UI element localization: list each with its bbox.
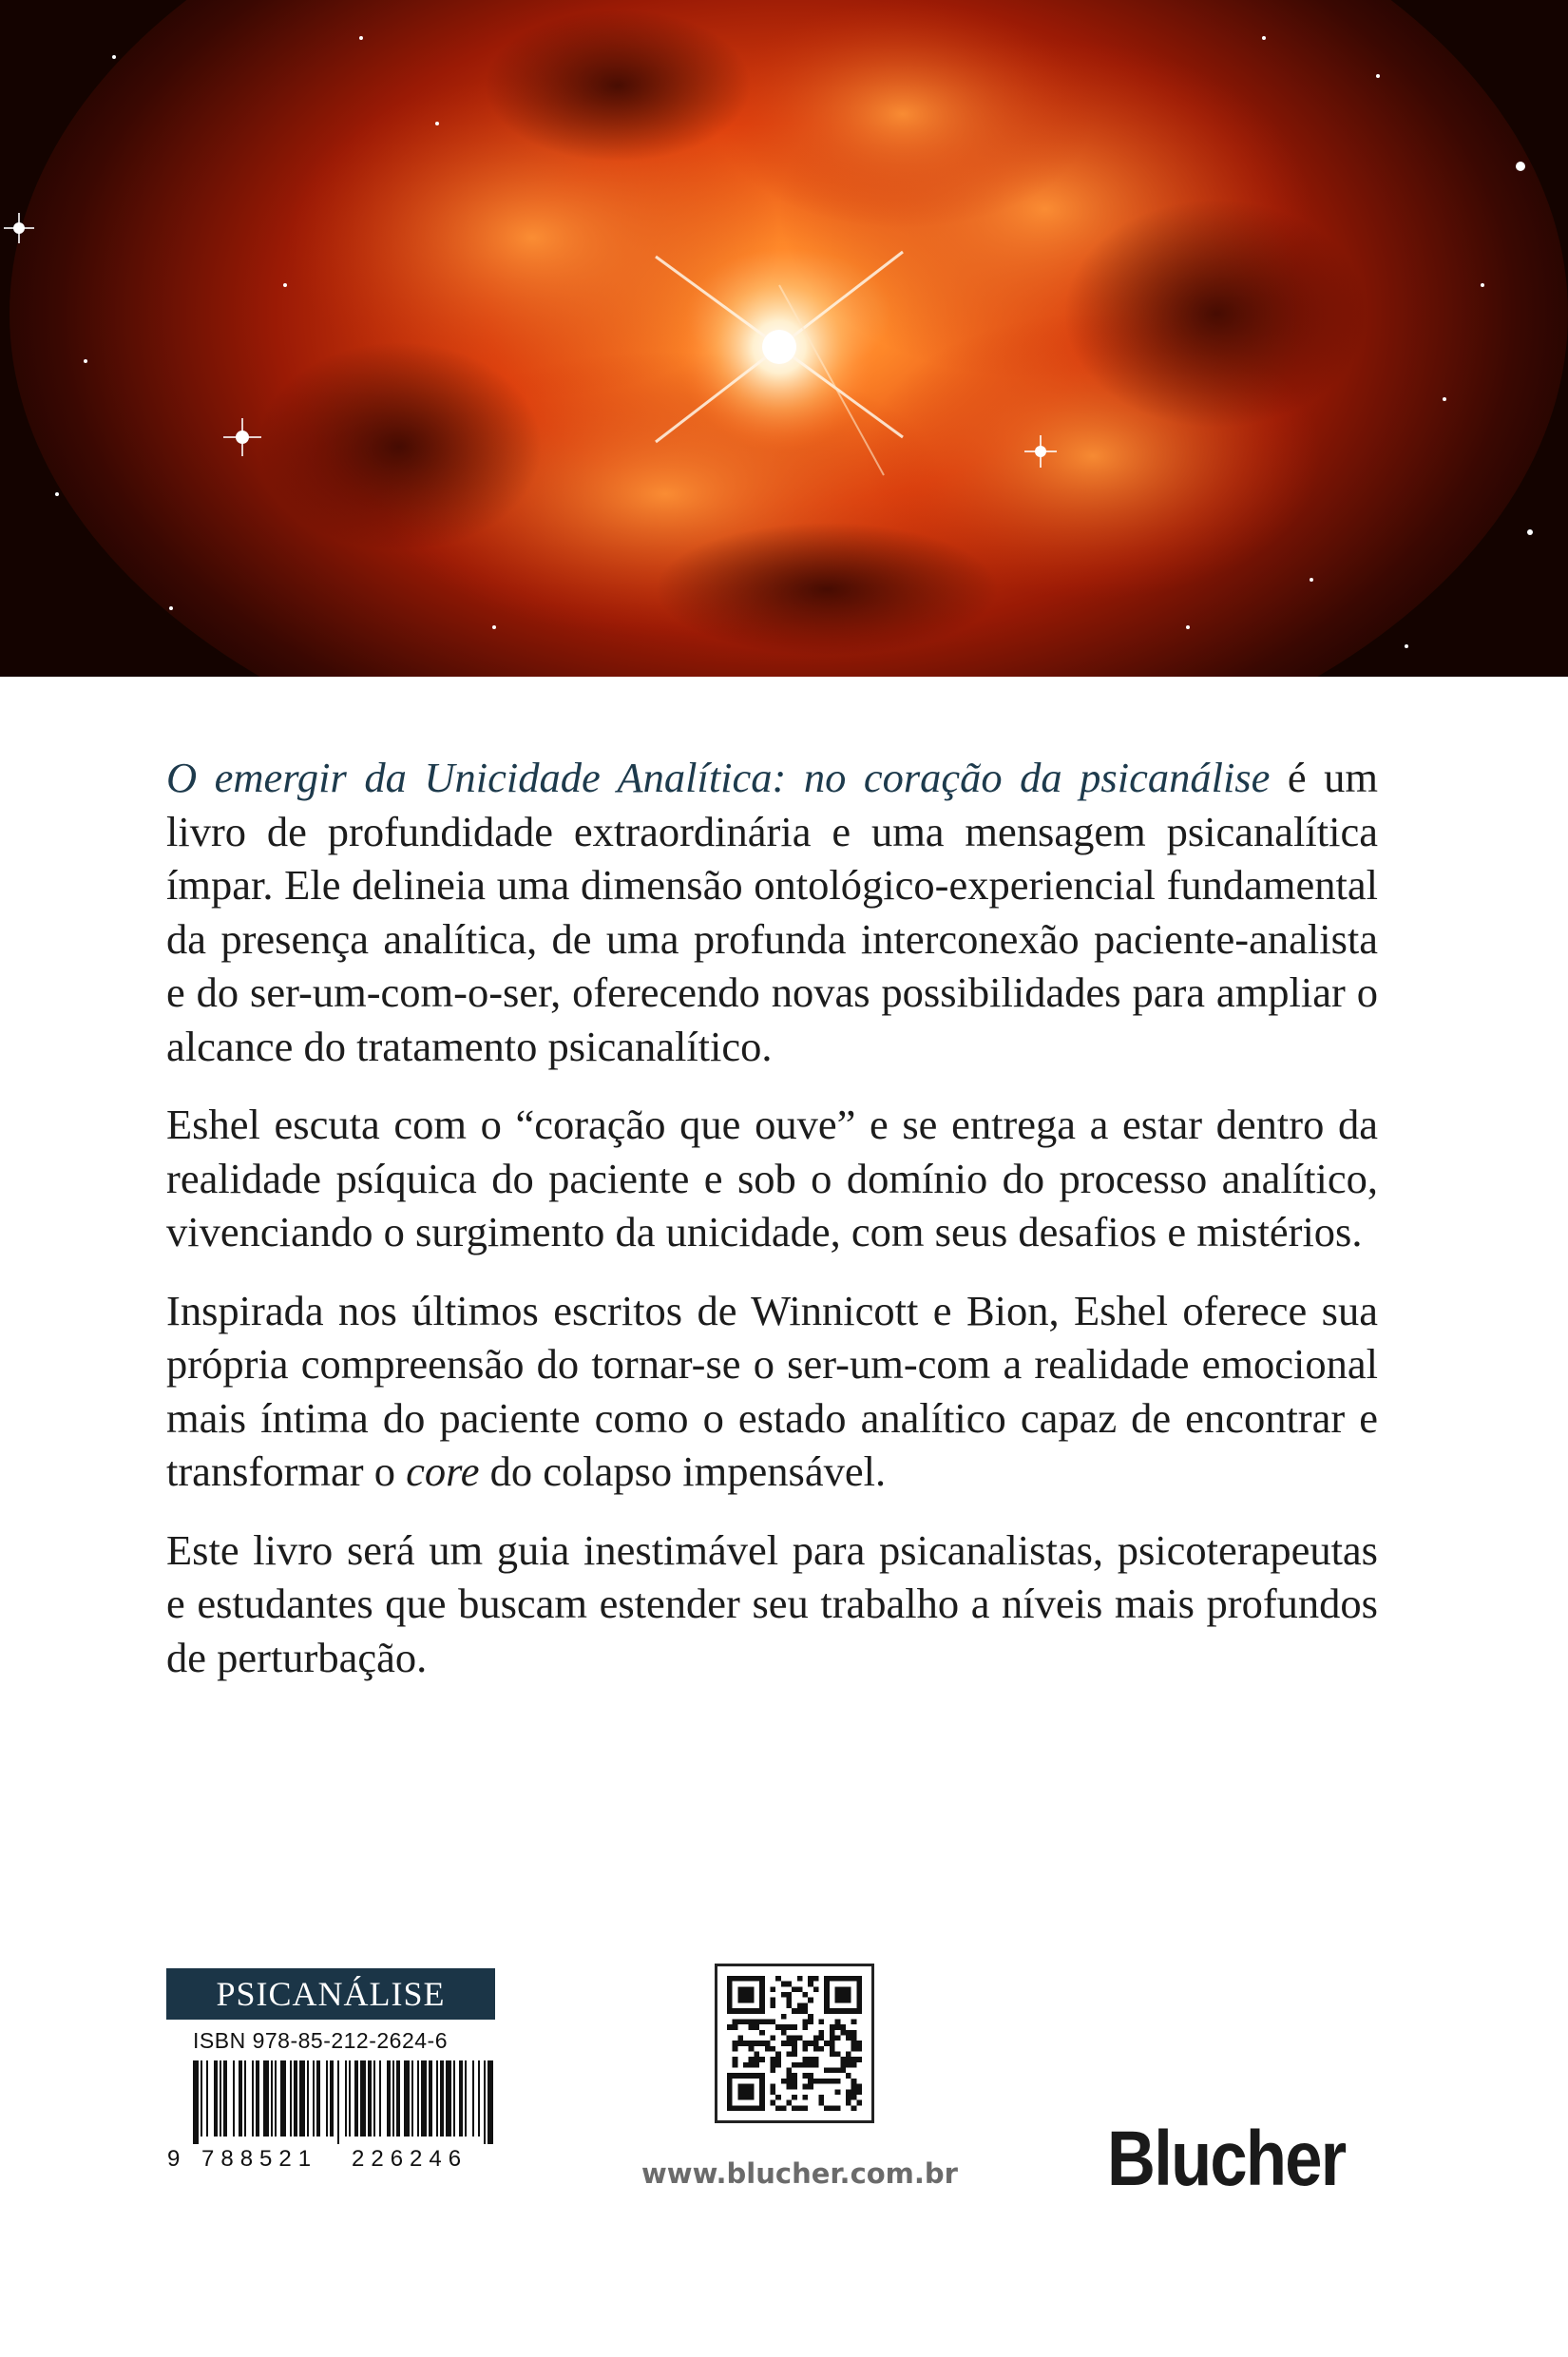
back-cover-blurb (166, 751, 1378, 1709)
qr-code-icon (727, 1976, 862, 2111)
cover-image (0, 0, 1568, 677)
barcode-digit-group-2: 226246 (352, 2146, 468, 2172)
blurb-paragraph-4: Este livro será um guia inestimável para psicanalistas, psicoterapeutas e estudantes que buscam estender seu trabalho a níveis mais profundos de perturbação. (166, 1525, 1378, 1681)
qr-code[interactable] (715, 1964, 874, 2123)
barcode-digit-prefix: 9 (167, 2146, 181, 2172)
category-badge: PSICANÁLISE (166, 1968, 495, 2020)
blurb-paragraph-1-text: é um livro de profundidade extraordinária e uma mensagem psicanalítica ímpar. Ele delineia uma dimensão ontológico-experiencial fundamental da presença analítica, de uma profunda interconexão paciente-analista e do ser-um-com-o-ser, oferecendo novas possibilidades para ampliar o alcance do tratamento psicanalítico. (166, 754, 1378, 1070)
blurb-paragraph-3-text-a: Inspirada nos últimos escritos de Winnicott e Bion, Eshel oferece sua própria compreensão do tornar-se o ser-um-com a realidade emocional mais íntima do paciente como o estado analítico capaz de encontrar e transformar o (166, 1286, 1378, 1495)
barcode-digit-group-1: 788521 (201, 2146, 318, 2172)
publisher-logo: Blucher (1107, 2116, 1346, 2202)
isbn-label: ISBN 978-85-212-2624-6 (193, 2028, 448, 2053)
blurb-paragraph-2: Eshel escuta com o “coração que ouve” e se entrega a estar dentro da realidade psíquica do paciente e sob o domínio do processo analítico, vivenciando o surgimento da unicidade, com seus desafios e mistérios. (166, 1101, 1378, 1255)
blurb-paragraph-3 (166, 1284, 1378, 1499)
barcode (166, 2060, 499, 2144)
book-title: O emergir da Unicidade Analítica: no coração da psicanálise (166, 754, 1271, 801)
blurb-paragraph-3-emphasis: core (406, 1447, 480, 1495)
blurb-paragraph-3-text-b: do colapso impensável. (479, 1447, 887, 1495)
website-link[interactable]: www.blucher.com.br (641, 2157, 958, 2190)
nebula-star-photo (0, 0, 1568, 677)
blurb-paragraph-1 (166, 751, 1378, 1073)
